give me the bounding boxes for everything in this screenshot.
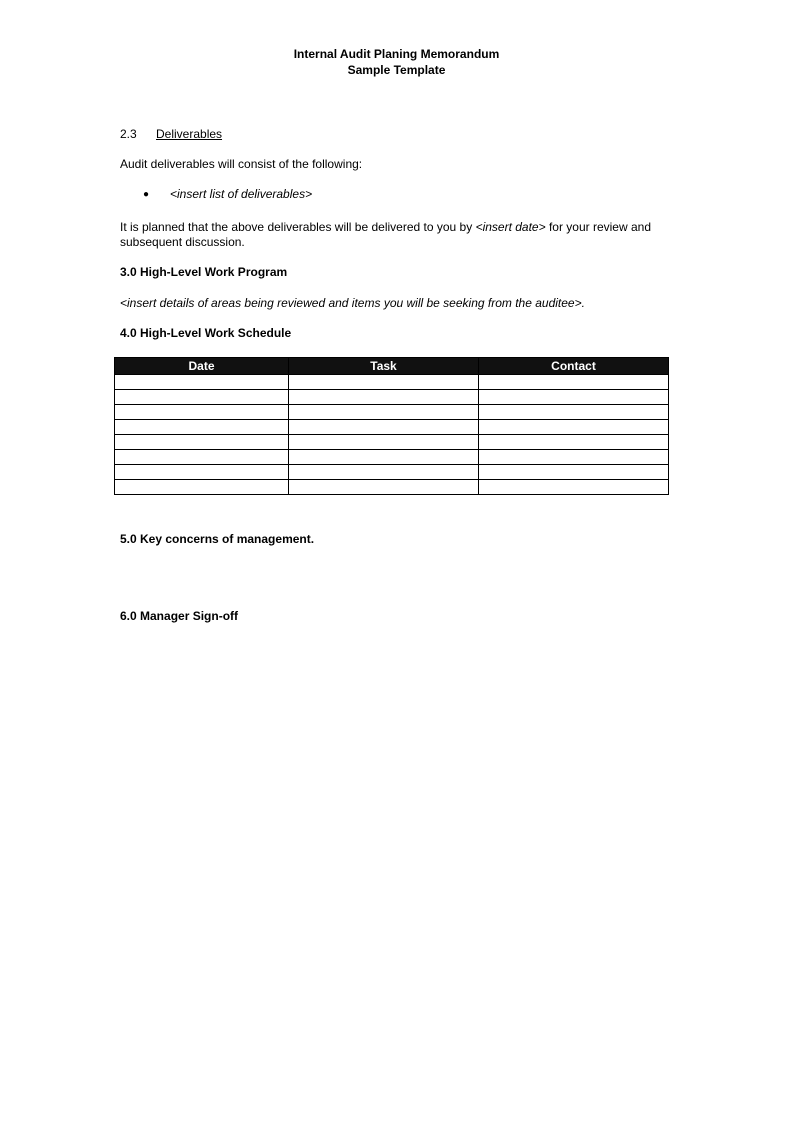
table-row bbox=[115, 450, 669, 465]
table-header-row bbox=[115, 358, 669, 375]
heading-manager-signoff: 6.0 Manager Sign-off bbox=[120, 609, 239, 623]
table-cell-contact bbox=[479, 450, 669, 465]
table-row bbox=[115, 480, 669, 495]
deliverables-intro: Audit deliverables will consist of the following: bbox=[120, 157, 363, 171]
document-subtitle: Sample Template bbox=[347, 63, 446, 77]
table-cell-contact bbox=[479, 390, 669, 405]
table-cell-contact bbox=[479, 405, 669, 420]
table-cell-contact bbox=[479, 465, 669, 480]
section-number: 2.3 bbox=[120, 127, 137, 141]
document-title: Internal Audit Planing Memorandum bbox=[293, 47, 500, 61]
heading-work-schedule: 4.0 High-Level Work Schedule bbox=[120, 326, 292, 340]
work-program-details: <insert details of areas being reviewed and items you will be seeking from the auditee>. bbox=[120, 296, 585, 310]
table-cell-task bbox=[289, 375, 479, 390]
heading-work-program: 3.0 High-Level Work Program bbox=[120, 265, 288, 279]
table-cell-task bbox=[289, 435, 479, 450]
deliverables-bullet-item: <insert list of deliverables> bbox=[170, 187, 313, 201]
table-cell-date bbox=[115, 435, 289, 450]
column-header-date: Date bbox=[115, 358, 289, 375]
delivery-paragraph bbox=[120, 220, 660, 250]
table-cell-date bbox=[115, 480, 289, 495]
table-cell-task bbox=[289, 405, 479, 420]
table-cell-contact bbox=[479, 420, 669, 435]
table-row bbox=[115, 420, 669, 435]
delivery-paragraph-start: It is planned that the above deliverables will be delivered to you by bbox=[120, 220, 476, 234]
section-title-deliverables: Deliverables bbox=[156, 127, 223, 141]
table-row bbox=[115, 375, 669, 390]
table-cell-task bbox=[289, 450, 479, 465]
table-cell-date bbox=[115, 405, 289, 420]
delivery-paragraph-end: for your review and subsequent discussion. bbox=[120, 220, 652, 249]
table-cell-task bbox=[289, 420, 479, 435]
table-cell-task bbox=[289, 480, 479, 495]
table-cell-date bbox=[115, 420, 289, 435]
table-cell-date bbox=[115, 375, 289, 390]
work-schedule-table bbox=[114, 357, 669, 495]
heading-key-concerns: 5.0 Key concerns of management. bbox=[120, 532, 315, 546]
table-cell-contact bbox=[479, 435, 669, 450]
table-row bbox=[115, 435, 669, 450]
table-cell-date bbox=[115, 390, 289, 405]
bullet-icon: ● bbox=[143, 189, 150, 200]
table-cell-contact bbox=[479, 480, 669, 495]
table-row bbox=[115, 390, 669, 405]
table-cell-contact bbox=[479, 375, 669, 390]
table-row bbox=[115, 405, 669, 420]
table-cell-task bbox=[289, 465, 479, 480]
table-row bbox=[115, 465, 669, 480]
table-cell-task bbox=[289, 390, 479, 405]
table-cell-date bbox=[115, 450, 289, 465]
column-header-contact: Contact bbox=[479, 358, 669, 375]
table-cell-date bbox=[115, 465, 289, 480]
column-header-task: Task bbox=[289, 358, 479, 375]
insert-date-placeholder: <insert date> bbox=[475, 220, 546, 234]
